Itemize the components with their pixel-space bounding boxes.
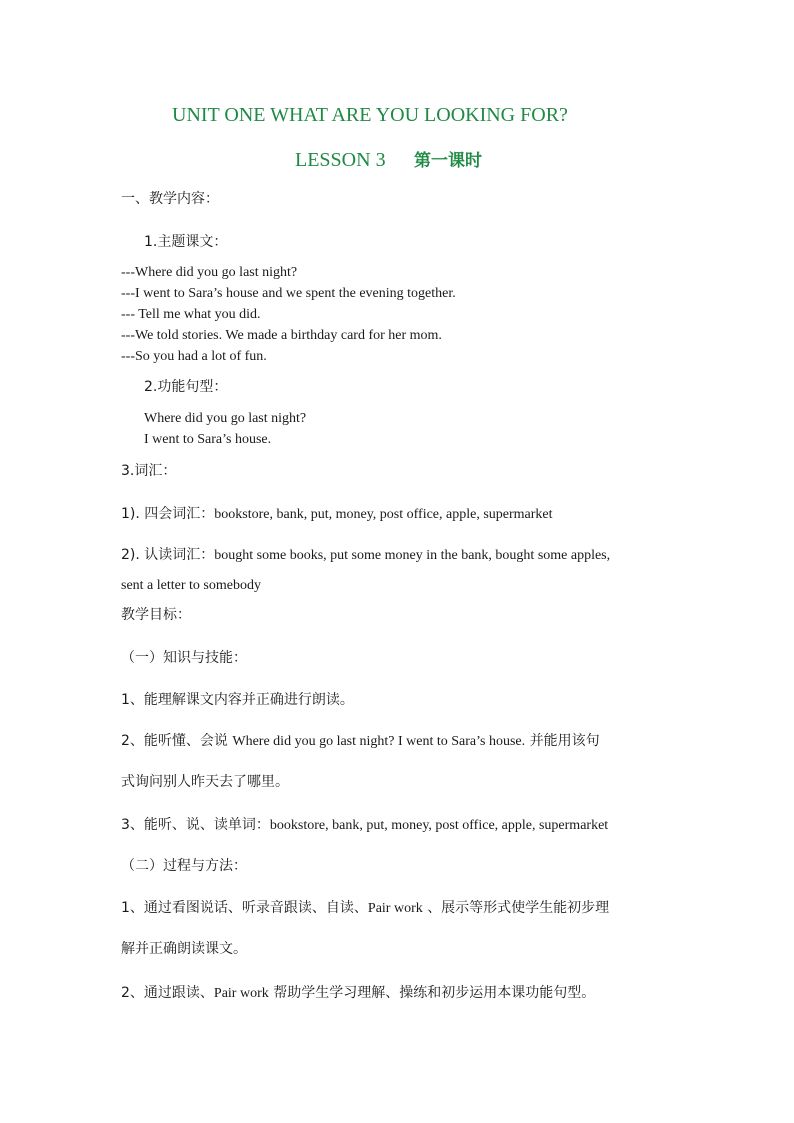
goal2-sentence: Where did you go last night? I went to Sara’s house. [232,734,526,749]
process1-text-c: 、展示等形式使学生能初步理 [427,900,610,916]
goal-item-2 [121,730,600,750]
process-item-2 [121,982,595,1002]
vocab-heading: 3.词汇： [121,463,177,479]
process2-pair-work: Pair work [213,986,269,1001]
goal2-text-a: 2、能听懂、会说 [121,733,228,749]
vocab2-continuation: sent a letter to somebody [121,578,261,593]
sub-heading-process: （二）过程与方法： [121,858,247,874]
text-heading: 1.主题课文： [144,234,228,250]
process1-pair-work: Pair work [367,901,423,916]
goal3-words: bookstore, bank, put, money, post office, apple, supermarket [269,818,609,833]
vocab-line-2 [121,544,610,564]
pattern-line: I went to Sara’s house. [144,432,272,447]
process-item-1 [121,897,609,917]
process1-text-a: 1、通过看图说话、听录音跟读、自读、 [121,900,368,916]
lesson-title: LESSON 3 [295,149,386,171]
vocab1-words: bookstore, bank, put, money, post office, apple, supermarket [214,507,553,522]
vocab1-label: 1). 四会词汇： [121,506,215,522]
goal-item-2-continuation: 式询问别人昨天去了哪里。 [121,774,289,790]
process2-text-a: 2、通过跟读、 [121,985,214,1001]
dialogue-line: ---So you had a lot of fun. [121,349,267,364]
dialogue-line: --- Tell me what you did. [121,307,261,322]
section-heading-content: 一、教学内容： [121,191,219,207]
goal-item-3 [121,814,608,834]
pattern-line: Where did you go last night? [144,411,307,426]
section-heading-goals: 教学目标： [121,607,191,623]
goal2-text-c: 并能用该句 [529,733,600,749]
goal3-text-a: 3、能听、说、读单词： [121,817,270,833]
dialogue-line: ---We told stories. We made a birthday card for her mom. [121,328,442,343]
process2-text-c: 帮助学生学习理解、操练和初步运用本课功能句型。 [273,985,596,1001]
sub-heading-knowledge: （一）知识与技能： [121,650,247,666]
vocab2-words: bought some books, put some money in the bank, bought some apples, [214,548,611,563]
pattern-heading: 2.功能句型： [144,379,228,395]
vocab2-label: 2). 认读词汇： [121,547,215,563]
lesson-subtitle: 第一课时 [414,151,482,171]
vocab-line-1 [121,503,553,523]
unit-title: UNIT ONE WHAT ARE YOU LOOKING FOR? [172,104,568,126]
goal-item-1: 1、能理解课文内容并正确进行朗读。 [121,692,354,708]
process-item-1-continuation: 解并正确朗读课文。 [121,941,247,957]
dialogue-line: ---I went to Sara’s house and we spent the evening together. [121,286,456,301]
dialogue-line: ---Where did you go last night? [121,265,298,280]
